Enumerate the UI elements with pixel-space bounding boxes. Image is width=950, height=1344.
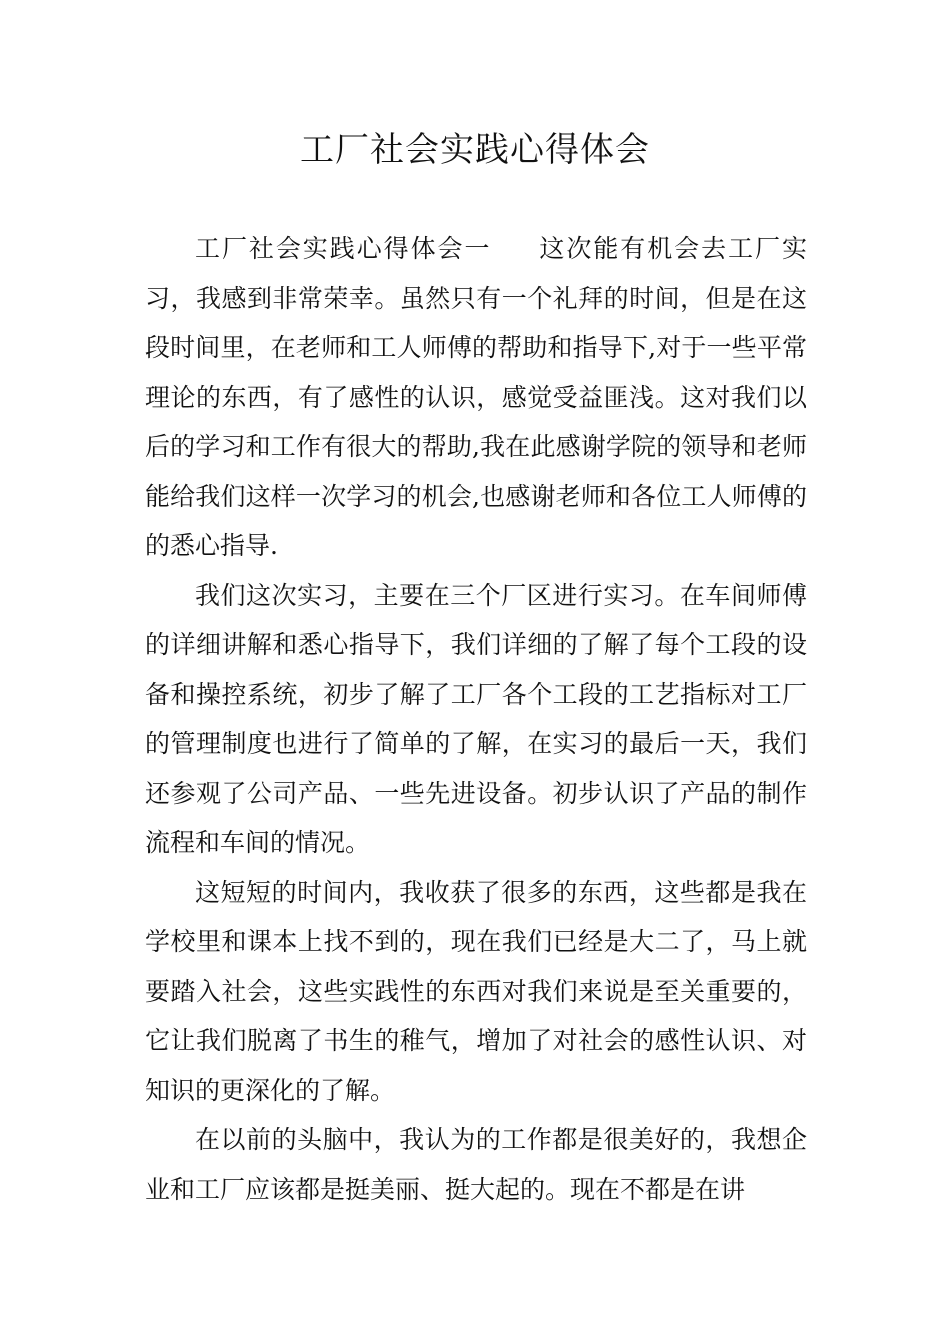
paragraph-2: 我们这次实习，主要在三个厂区进行实习。在车间师傅的详细讲解和悉心指导下，我们详细的了解了每个工段的设备和操控系统，初步了解了工厂各个工段的工艺指标对工厂的管理制度也进行了简单的了解，在实习的最后一天，我们还参观了公司产品、一些先进设备。初步认识了产品的制作流程和车间的情况。 — [145, 580, 807, 857]
paragraph-1-text: 这次能有机会去工厂实习，我感到非常荣幸。虽然只有一个礼拜的时间，但是在这段时间里，在老师和工人师傅的帮助和指导下,对于一些平常理论的东西，有了感性的认识，感觉受益匪浅。这对我们以后的学习和工作有很大的帮助,我在此感谢学院的领导和老师能给我们这样一次学习的机会,也感谢老师和各位工人师傅的的悉心指导. — [145, 234, 807, 560]
paragraph-3: 这短短的时间内，我收获了很多的东西，这些都是我在学校里和课本上找不到的，现在我们已经是大二了，马上就要踏入社会，这些实践性的东西对我们来说是至关重要的，它让我们脱离了书生的稚气，增加了对社会的感性认识、对知识的更深化的了解。 — [145, 877, 807, 1105]
document-title: 工厂社会实践心得体会 — [300, 130, 650, 170]
paragraph-4: 在以前的头脑中，我认为的工作都是很美好的，我想企业和工厂应该都是挺美丽、挺大起的。现在不都是在讲 — [145, 1125, 807, 1204]
paragraph-1 — [145, 224, 807, 571]
section-heading: 工厂社会实践心得体会一 — [195, 234, 492, 263]
document-body — [145, 224, 807, 1214]
